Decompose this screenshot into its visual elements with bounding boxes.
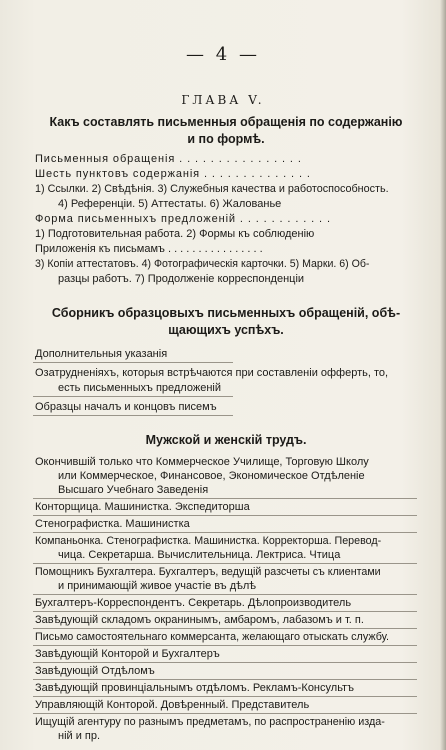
toc-entry: Письмо самостоятельнаго коммерсанта, желающаго отыскать службу.	[35, 631, 389, 643]
divider	[33, 415, 233, 416]
toc-entry: Приложенія къ письмамъ . . . . . . . . . . . . . . . .	[35, 243, 263, 255]
divider	[33, 498, 417, 499]
divider	[33, 396, 233, 397]
toc-entry: Образцы началъ и концовъ писемъ	[35, 401, 217, 413]
divider	[33, 662, 417, 663]
divider	[33, 594, 417, 595]
toc-entry: ній и пр.	[58, 730, 101, 742]
toc-entry: разцы работъ. 7) Продолженіе корреспонденціи	[58, 273, 305, 285]
toc-entry: Завѣдующій провинціальнымъ отдѣломъ. Рекламъ-Консультъ	[35, 682, 354, 694]
divider	[33, 696, 417, 697]
page-edge-shadow	[440, 0, 446, 750]
toc-entry: Высшаго Учебнаго Заведенія	[58, 484, 209, 496]
toc-entry: или Коммерческое, Финансовое, Экономическое Отдѣленіе	[58, 470, 365, 482]
toc-entry: 4) Референціи. 5) Аттестаты. 6) Жалованье	[58, 198, 282, 210]
toc-entry: Завѣдующій Конторой и Бухгалтеръ	[35, 648, 220, 660]
divider	[33, 679, 417, 680]
divider	[33, 532, 417, 533]
toc-entry: есть письменныхъ предложеній	[58, 382, 221, 394]
divider	[33, 645, 417, 646]
section2-heading-line1: Сборникъ образцовыхъ письменныхъ обращеній, обѣ-	[51, 306, 401, 320]
toc-entry: Форма письменныхъ предложеній . . . . . . . . . . . .	[35, 213, 331, 225]
divider	[33, 515, 417, 516]
chapter-title: ГЛАВА V.	[181, 93, 265, 107]
toc-entry: Окончившій только что Коммерческое Училище, Торговую Школу	[35, 456, 369, 468]
toc-entry: Бухгалтеръ-Корреспондентъ. Секретарь. Дѣлопроизводитель	[35, 597, 352, 609]
toc-entry: чица. Секретарша. Вычислительница. Лектриса. Чтица	[58, 549, 341, 561]
divider	[33, 563, 417, 564]
toc-entry: Завѣдующій складомъ окранинымъ, амбаромъ, лабазомъ и т. п.	[35, 614, 364, 626]
toc-entry: 1) Ссылки. 2) Свѣдѣнія. 3) Служебныя качества и работоспособность.	[35, 183, 389, 195]
toc-entry: Письменныя обращенія . . . . . . . . . . . . . . . .	[35, 153, 302, 165]
divider	[33, 611, 417, 612]
toc-entry: 1) Подготовительная работа. 2) Формы къ соблюденію	[35, 228, 315, 240]
divider	[33, 713, 417, 714]
toc-entry: Стенографистка. Машинистка	[35, 518, 190, 530]
toc-entry: Управляющій Конторой. Довѣренный. Представитель	[35, 699, 310, 711]
toc-entry: Конторщица. Машинистка. Экспедиторша	[35, 501, 250, 513]
toc-entry: 3) Копіи аттестатовъ. 4) Фотографическія карточки. 5) Марки. 6) Об-	[35, 258, 370, 270]
section3-heading: Мужской и женскій трудъ.	[145, 433, 307, 447]
toc-entry: Шесть пунктовъ содержанія . . . . . . . . . . . . . .	[35, 168, 311, 180]
toc-entry: Завѣдующій Отдѣломъ	[35, 665, 155, 677]
toc-entry: и принимающій живое участіе въ дѣлѣ	[58, 580, 257, 592]
toc-entry: Озатрудненіяхъ, которыя встрѣчаются при составленіи офферть, то,	[35, 367, 389, 379]
section1-heading-line2: и по формѣ.	[187, 132, 265, 146]
toc-entry: Ищущій агентуру по разнымъ предметамъ, по распространенію изда-	[35, 716, 385, 728]
divider	[33, 628, 417, 629]
toc-entry: Компаньонка. Стенографистка. Машинистка. Корректорша. Перевод-	[35, 535, 382, 547]
toc-entry: Помощникъ Бухгалтера. Бухгалтеръ, ведущій разсчеты съ клиентами	[35, 566, 381, 578]
divider	[33, 362, 233, 363]
page-number: — 4 —	[186, 44, 260, 65]
toc-entry: Дополнительныя указанія	[35, 348, 168, 360]
section2-heading-line2: щающихъ успѣхъ.	[168, 323, 284, 337]
section1-heading-line1: Какъ составлять письменныя обращенія по содержанію	[49, 115, 403, 129]
